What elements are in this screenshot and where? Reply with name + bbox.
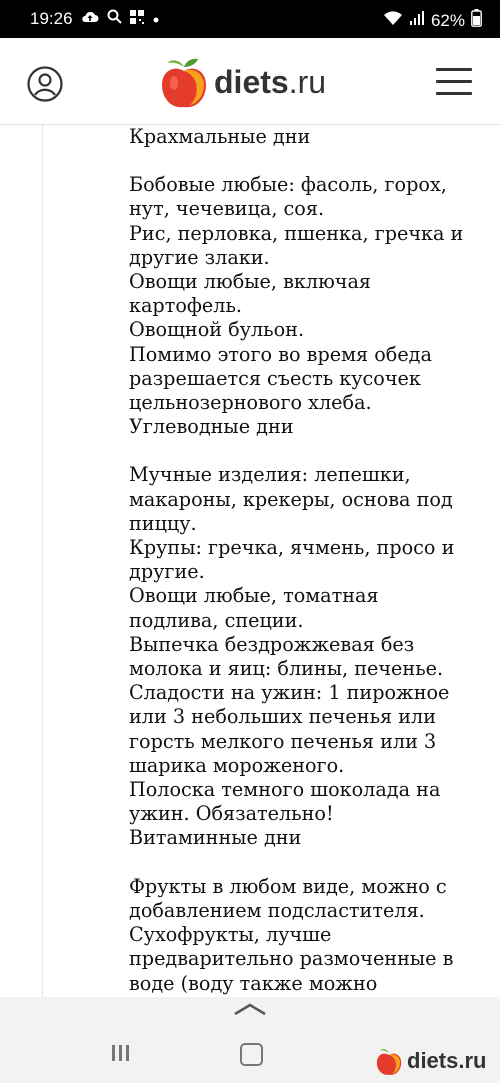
logo-text: diets.ru bbox=[214, 63, 327, 100]
site-header bbox=[0, 38, 500, 125]
signal-icon bbox=[409, 10, 425, 31]
watermark-text: diets.ru bbox=[407, 1048, 487, 1073]
apple-logo-icon bbox=[160, 53, 208, 111]
dot-icon bbox=[152, 9, 160, 29]
status-time: 19:26 bbox=[30, 9, 73, 28]
paragraph: Фрукты в любом виде, можно с добавлением подсластителя. Сухофрукты, лучше предварительно размоченные в воде (воду также можно bbox=[129, 874, 454, 995]
apple-watermark-icon bbox=[375, 1045, 403, 1077]
paragraph-gap bbox=[129, 851, 474, 875]
recent-apps-icon[interactable] bbox=[112, 1045, 132, 1063]
search-icon bbox=[107, 9, 122, 29]
paragraph-gap bbox=[129, 149, 474, 173]
battery-percent: 62% bbox=[430, 10, 465, 30]
article-content bbox=[0, 125, 500, 997]
status-bar bbox=[0, 0, 500, 38]
paragraph: Мучные изделия: лепешки, макароны, крекеры, основа под пиццу. Крупы: гречка, ячмень, просо и другие. Овощи любые, томатная подлива, специи. Выпечка бездрожжевая без молока и яиц: блины, печенье. Сладости на ужин: 1 пирожное или 3 небольших печенья или горсть мелкого печенья или 3 шарика мороженого. Полоска темного шоколада на ужин. Обязательно! Витаминные дни bbox=[129, 463, 455, 850]
hamburger-menu-icon[interactable] bbox=[436, 68, 472, 98]
qr-icon bbox=[130, 9, 144, 29]
article-text bbox=[129, 125, 474, 1020]
home-icon[interactable] bbox=[240, 1043, 263, 1066]
paragraph: Бобовые любые: фасоль, горох, нут, чечевица, соя. Рис, перловка, пшенка, гречка и другие злаки. Овощи любые, включая картофель. Овощной бульон. Помимо этого во время обеда разрешается съесть кусочек цельнозернового хлеба. Углеводные дни bbox=[129, 173, 464, 439]
status-left bbox=[30, 9, 160, 29]
battery-icon bbox=[471, 9, 482, 32]
status-right bbox=[383, 9, 482, 32]
paragraph: Крахмальные дни bbox=[129, 125, 311, 148]
user-profile-icon[interactable] bbox=[27, 66, 63, 102]
wifi-icon bbox=[383, 10, 403, 31]
chevron-up-icon[interactable] bbox=[229, 999, 271, 1019]
watermark bbox=[375, 1045, 486, 1077]
site-logo[interactable] bbox=[160, 52, 360, 112]
comment-thread-line bbox=[42, 125, 43, 997]
cloud-upload-icon bbox=[81, 9, 99, 29]
paragraph-gap bbox=[129, 439, 474, 463]
